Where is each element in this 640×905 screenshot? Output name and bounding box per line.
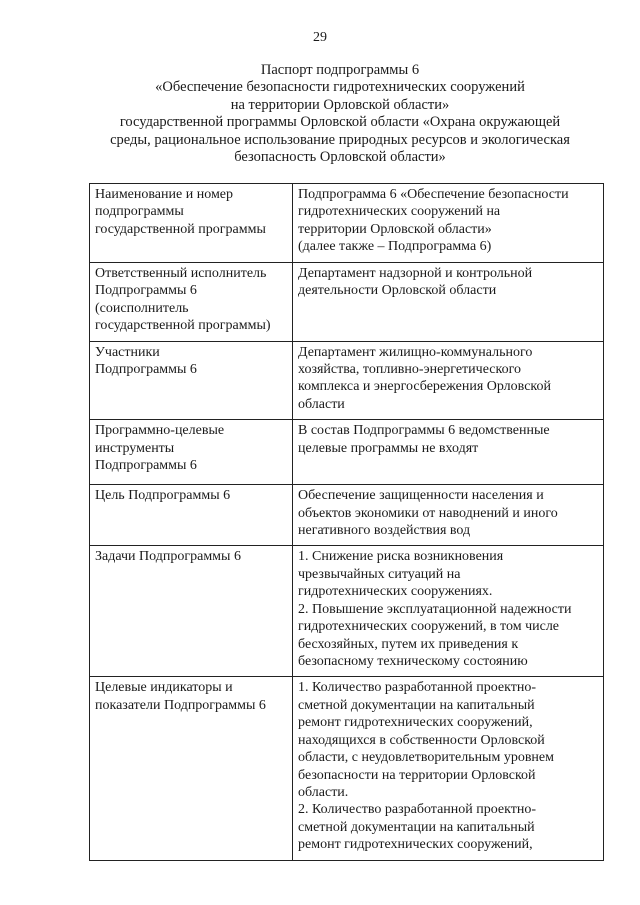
document-title bbox=[60, 62, 620, 166]
passport-table bbox=[89, 183, 604, 861]
cell-line: Участники bbox=[95, 344, 160, 360]
cell-line: 2. Повышение эксплуатационной надежности bbox=[298, 601, 572, 617]
cell-line: 1. Снижение риска возникновения bbox=[298, 549, 504, 565]
cell-line: комплекса и энергосбережения Орловской bbox=[298, 379, 551, 395]
cell-line: 2. Количество разработанной проектно- bbox=[298, 802, 537, 818]
title-line: Паспорт подпрограммы 6 bbox=[260, 62, 420, 78]
cell-line: объектов экономики от наводнений и иного bbox=[298, 505, 558, 521]
cell-line: Департамент жилищно-коммунального bbox=[298, 344, 533, 360]
cell-line: Целевые индикаторы и bbox=[95, 680, 233, 696]
cell-line: Обеспечение защищенности населения и bbox=[298, 488, 544, 504]
title-line: безопасность Орловской области» bbox=[234, 149, 446, 166]
cell-line: деятельности Орловской области bbox=[298, 283, 497, 299]
row-label-cell bbox=[90, 546, 293, 677]
cell-line: Задачи Подпрограммы 6 bbox=[95, 549, 241, 565]
cell-line: сметной документации на капитальный bbox=[298, 819, 535, 835]
table-row bbox=[90, 420, 604, 485]
cell-line: безопасному техническому состоянию bbox=[298, 653, 528, 669]
cell-line: 1. Количество разработанной проектно- bbox=[298, 680, 537, 696]
row-label-cell bbox=[90, 184, 293, 263]
cell-line: негативного воздействия вод bbox=[298, 523, 471, 539]
cell-line: подпрограммы bbox=[95, 204, 184, 220]
title-line: на территории Орловской области» bbox=[230, 96, 450, 113]
cell-line: целевые программы не входят bbox=[298, 440, 479, 456]
cell-line: области. bbox=[298, 784, 349, 800]
cell-line: Подпрограммы 6 bbox=[95, 362, 197, 378]
table-row bbox=[90, 677, 604, 860]
cell-line: Подпрограмма 6 «Обеспечение безопасности bbox=[298, 187, 569, 202]
cell-line: чрезвычайных ситуаций на bbox=[298, 566, 461, 582]
cell-line: (далее также – Подпрограмма 6) bbox=[298, 239, 492, 255]
cell-line: территории Орловской области» bbox=[298, 221, 492, 237]
cell-line: В состав Подпрограммы 6 ведомственные bbox=[298, 423, 550, 439]
table-row bbox=[90, 341, 604, 420]
cell-line: Подпрограммы 6 bbox=[95, 458, 197, 474]
row-value-cell bbox=[293, 420, 604, 485]
cell-line: государственной программы bbox=[95, 221, 266, 237]
cell-line: (соисполнитель bbox=[95, 300, 189, 316]
cell-line: хозяйства, топливно-энергетического bbox=[298, 362, 521, 378]
row-label-cell bbox=[90, 341, 293, 420]
cell-line: сметной документации на капитальный bbox=[298, 697, 535, 713]
table-row bbox=[90, 263, 604, 342]
cell-line: показатели Подпрограммы 6 bbox=[95, 697, 266, 713]
cell-line: Ответственный исполнитель bbox=[95, 266, 267, 281]
row-value-cell bbox=[293, 677, 604, 860]
title-line: «Обеспечение безопасности гидротехнических сооружений bbox=[155, 79, 525, 96]
row-value-cell bbox=[293, 341, 604, 420]
title-line: государственной программы Орловской области «Охрана окружающей bbox=[119, 114, 561, 131]
table-row bbox=[90, 546, 604, 677]
table-row bbox=[90, 184, 604, 263]
cell-line: Департамент надзорной и контрольной bbox=[298, 266, 533, 281]
cell-line: Программно-целевые bbox=[95, 423, 225, 439]
page-number: 29 bbox=[313, 30, 327, 45]
cell-line: безопасности на территории Орловской bbox=[298, 767, 536, 783]
cell-line: Цель Подпрограммы 6 bbox=[95, 488, 231, 504]
cell-line: гидротехнических сооружениях. bbox=[298, 584, 493, 600]
cell-line: области, с неудовлетворительным уровнем bbox=[298, 750, 554, 766]
cell-line: бесхозяйных, путем их приведения к bbox=[298, 636, 519, 652]
row-value-cell bbox=[293, 485, 604, 546]
row-label-cell bbox=[90, 485, 293, 546]
row-value-cell bbox=[293, 184, 604, 263]
cell-line: гидротехнических сооружений, в том числе bbox=[298, 619, 560, 635]
title-line: среды, рациональное использование природных ресурсов и экологическая bbox=[110, 131, 570, 148]
cell-line: Наименование и номер bbox=[95, 187, 234, 202]
cell-line: находящихся в собственности Орловской bbox=[298, 732, 545, 748]
cell-line: государственной программы) bbox=[95, 318, 271, 334]
cell-line: гидротехнических сооружений на bbox=[298, 204, 501, 220]
cell-line: ремонт гидротехнических сооружений, bbox=[298, 715, 533, 731]
cell-line: области bbox=[298, 396, 345, 412]
row-label-cell bbox=[90, 263, 293, 342]
cell-line: инструменты bbox=[95, 440, 175, 456]
table-row bbox=[90, 485, 604, 546]
cell-line: Подпрограммы 6 bbox=[95, 283, 197, 299]
row-label-cell bbox=[90, 420, 293, 485]
row-value-cell bbox=[293, 263, 604, 342]
cell-line: ремонт гидротехнических сооружений, bbox=[298, 837, 533, 853]
row-label-cell bbox=[90, 677, 293, 860]
row-value-cell bbox=[293, 546, 604, 677]
